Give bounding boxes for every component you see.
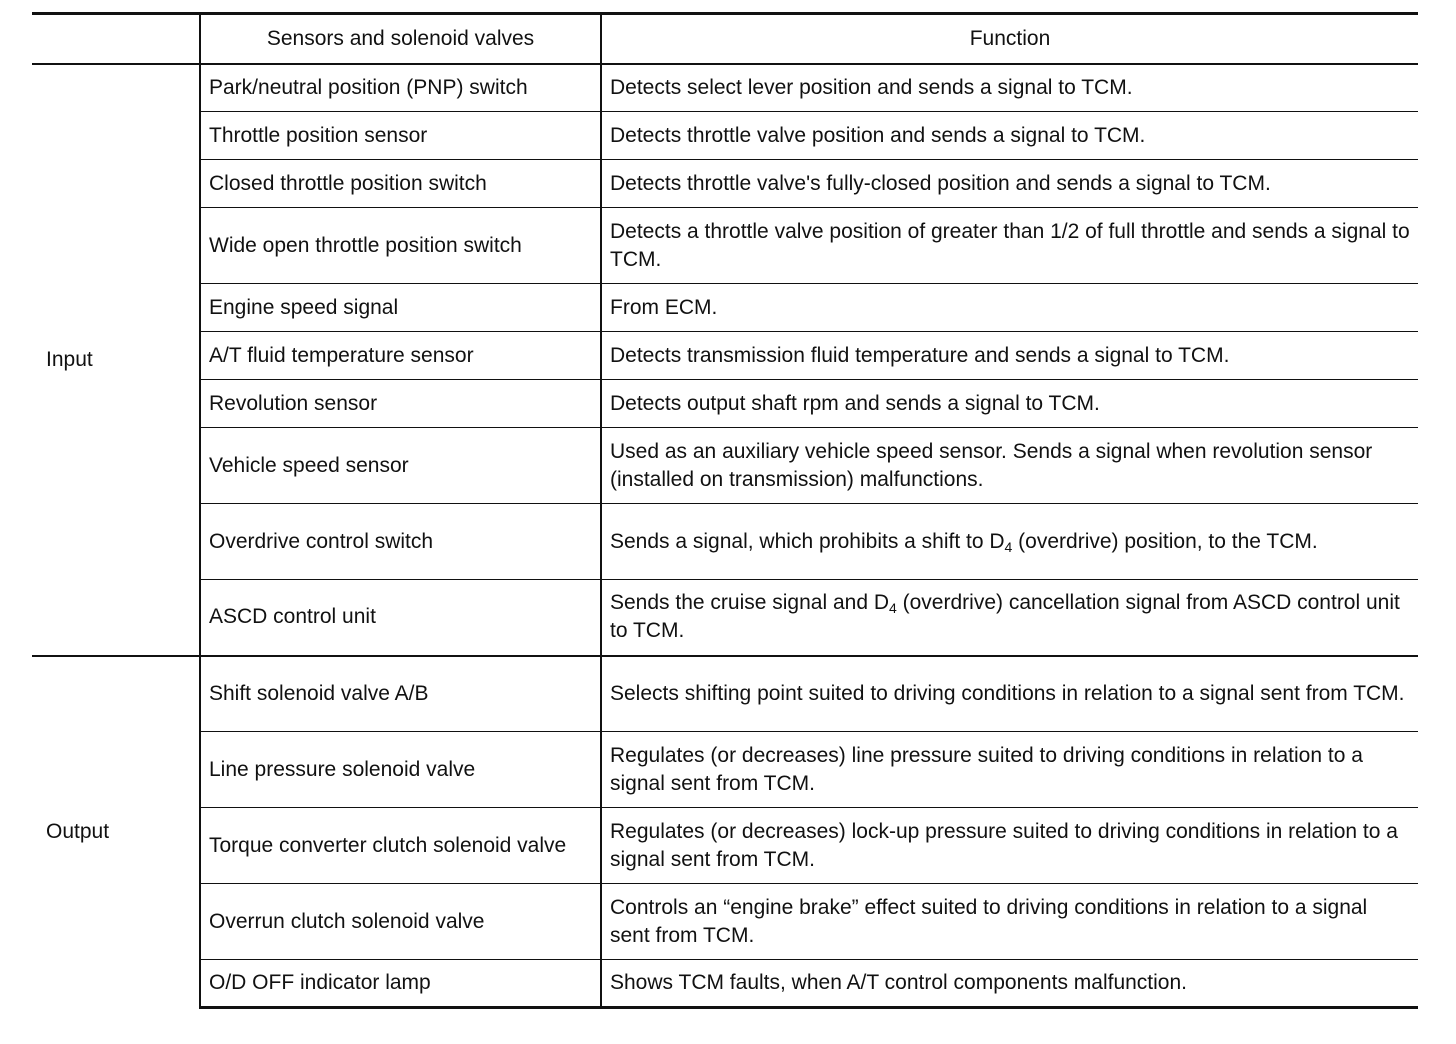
function-text: (overdrive) cancellation signal from ASCD control unit to TCM. [610,591,1400,643]
component-function: Regulates (or decreases) line pressure suited to driving conditions in relation to a signal sent from TCM. [601,732,1418,808]
component-function: Detects select lever position and sends a signal to TCM. [601,64,1418,112]
table-row [32,580,1418,656]
table-row [32,284,1418,332]
function-text: Sends a signal, which prohibits a shift to D [610,529,1005,553]
component-function: Detects output shaft rpm and sends a signal to TCM. [601,380,1418,428]
component-function: Shows TCM faults, when A/T control components malfunction. [601,960,1418,1008]
component-name: Overrun clutch solenoid valve [200,884,601,960]
function-subscript: 4 [889,600,897,617]
component-name: A/T fluid temperature sensor [200,332,601,380]
table-row [32,884,1418,960]
component-name: O/D OFF indicator lamp [200,960,601,1008]
component-name: Closed throttle position switch [200,160,601,208]
component-name: Line pressure solenoid valve [200,732,601,808]
component-name: Park/neutral position (PNP) switch [200,64,601,112]
table-row [32,960,1418,1008]
component-function [601,504,1418,580]
table-row [32,656,1418,732]
components-table [32,12,1418,1009]
table-row [32,380,1418,428]
table-row [32,428,1418,504]
component-name: Vehicle speed sensor [200,428,601,504]
component-function: Selects shifting point suited to driving conditions in relation to a signal sent from TCM. [601,656,1418,732]
components-table-wrapper [32,12,1418,1009]
table-row [32,504,1418,580]
table-row [32,160,1418,208]
header-sensors-and-valves: Sensors and solenoid valves [200,14,601,64]
table-row [32,208,1418,284]
component-name: Throttle position sensor [200,112,601,160]
table-body [32,64,1418,1008]
component-name: Revolution sensor [200,380,601,428]
component-name: Torque converter clutch solenoid valve [200,808,601,884]
component-name: Engine speed signal [200,284,601,332]
header-function: Function [601,14,1418,64]
component-name: Overdrive control switch [200,504,601,580]
component-name: ASCD control unit [200,580,601,656]
component-name: Wide open throttle position switch [200,208,601,284]
function-subscript: 4 [1004,538,1013,555]
group-label-output: Output [32,656,200,1008]
function-text: (overdrive) position, to the TCM. [1012,529,1318,553]
group-label-input: Input [46,347,93,371]
header-row [32,14,1418,64]
header-category [32,14,200,64]
component-function: Controls an “engine brake” effect suited to driving conditions in relation to a signal sent from TCM. [601,884,1418,960]
component-name: Shift solenoid valve A/B [200,656,601,732]
component-function [601,580,1418,656]
component-function: Detects a throttle valve position of greater than 1/2 of full throttle and sends a signal to TCM. [601,208,1418,284]
table-row [32,732,1418,808]
component-function: Detects throttle valve's fully-closed position and sends a signal to TCM. [601,160,1418,208]
component-function: Regulates (or decreases) lock-up pressure suited to driving conditions in relation to a signal sent from TCM. [601,808,1418,884]
component-function: Detects throttle valve position and sends a signal to TCM. [601,112,1418,160]
component-function: From ECM. [601,284,1418,332]
component-function: Detects transmission fluid temperature and sends a signal to TCM. [601,332,1418,380]
table-row [32,64,1418,112]
table-row [32,112,1418,160]
table-row [32,332,1418,380]
function-text: Sends the cruise signal and D [610,591,889,615]
component-function: Used as an auxiliary vehicle speed sensor. Sends a signal when revolution sensor (installed on transmission) malfunctions. [601,428,1418,504]
table-row [32,808,1418,884]
